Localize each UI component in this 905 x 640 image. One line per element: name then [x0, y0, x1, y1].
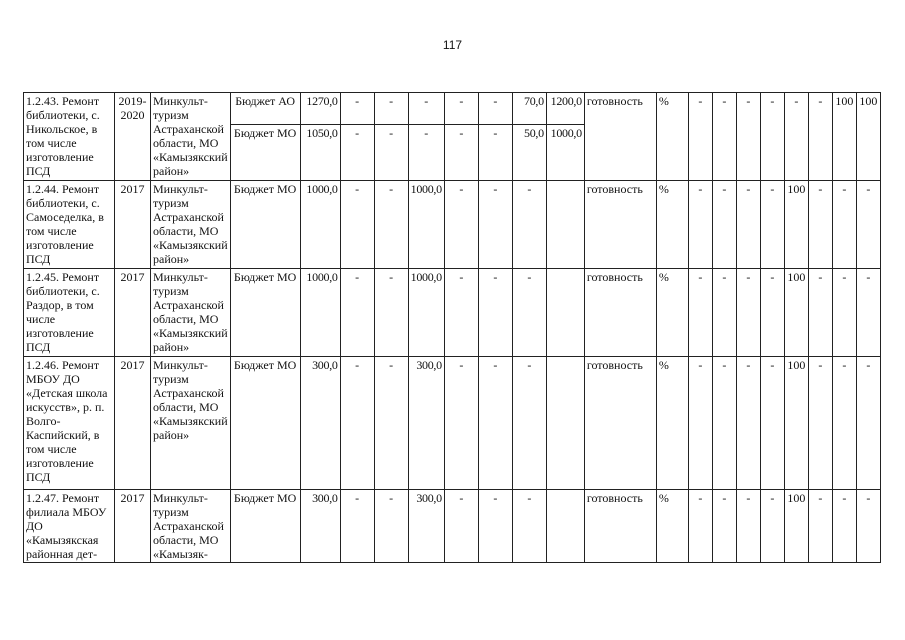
indicator-target: -: [688, 357, 712, 490]
indicator-target: -: [712, 269, 736, 357]
indicator-target: -: [856, 357, 880, 490]
indicator-name: готовность: [584, 93, 656, 181]
funding-year-value: -: [478, 357, 512, 490]
funding-year-value: -: [340, 125, 374, 181]
funding-year-value: -: [444, 125, 478, 181]
indicator-target: -: [760, 357, 784, 490]
funding-year-value: -: [444, 490, 478, 563]
activity-years: 2017: [115, 269, 151, 357]
activity-executor: Минкульт-туризм Астраханской области, МО «Камызякский район»: [151, 269, 231, 357]
indicator-target: -: [784, 93, 808, 181]
indicator-target: -: [856, 490, 880, 563]
funding-year-value: -: [340, 269, 374, 357]
funding-year-value: -: [408, 93, 444, 125]
funding-year-value: 1000,0: [408, 269, 444, 357]
funding-year-value: 1000,0: [546, 125, 584, 181]
funding-year-value: -: [478, 490, 512, 563]
indicator-target: -: [760, 181, 784, 269]
indicator-target: -: [712, 181, 736, 269]
indicator-target: -: [736, 490, 760, 563]
funding-year-value: [546, 357, 584, 490]
funding-year-value: -: [374, 181, 408, 269]
activity-name: 1.2.47. Ремонт филиала МБОУ ДО «Камызякская районная дет-: [24, 490, 115, 563]
funding-total: 1050,0: [300, 125, 340, 181]
activity-years: 2019-2020: [115, 93, 151, 181]
funding-source: Бюджет МО: [230, 490, 300, 563]
funding-year-value: -: [444, 269, 478, 357]
funding-year-value: [546, 269, 584, 357]
funding-year-value: -: [512, 490, 546, 563]
indicator-target: -: [808, 181, 832, 269]
indicator-name: готовность: [584, 181, 656, 269]
indicator-target: -: [712, 490, 736, 563]
funding-year-value: -: [478, 181, 512, 269]
activity-executor: Минкульт-туризм Астраханской области, МО «Камызякский район»: [151, 93, 231, 181]
indicator-unit: %: [656, 357, 688, 490]
indicator-target: -: [832, 490, 856, 563]
indicator-target: -: [688, 93, 712, 181]
funding-year-value: 300,0: [408, 357, 444, 490]
funding-source: Бюджет МО: [230, 125, 300, 181]
indicator-target: -: [736, 181, 760, 269]
indicator-target: -: [760, 490, 784, 563]
funding-year-value: 50,0: [512, 125, 546, 181]
table-row: [24, 490, 881, 563]
indicator-unit: %: [656, 181, 688, 269]
indicator-target: 100: [856, 93, 880, 181]
indicator-target: -: [712, 357, 736, 490]
funding-year-value: -: [478, 269, 512, 357]
table-row: [24, 269, 881, 357]
funding-year-value: -: [444, 357, 478, 490]
funding-total: 1000,0: [300, 181, 340, 269]
activity-years: 2017: [115, 490, 151, 563]
funding-year-value: [546, 181, 584, 269]
funding-source: Бюджет МО: [230, 181, 300, 269]
funding-year-value: -: [374, 490, 408, 563]
indicator-target: -: [712, 93, 736, 181]
funding-source: Бюджет АО: [230, 93, 300, 125]
indicator-target: -: [760, 93, 784, 181]
indicator-unit: %: [656, 490, 688, 563]
indicator-name: готовность: [584, 357, 656, 490]
funding-total: 1270,0: [300, 93, 340, 125]
indicator-target: -: [736, 357, 760, 490]
indicator-target: 100: [784, 269, 808, 357]
funding-year-value: -: [340, 490, 374, 563]
funding-year-value: [546, 490, 584, 563]
program-activities-table: [23, 92, 881, 563]
indicator-target: -: [832, 269, 856, 357]
table-row: [24, 93, 881, 125]
funding-year-value: 300,0: [408, 490, 444, 563]
indicator-target: 100: [832, 93, 856, 181]
funding-total: 300,0: [300, 490, 340, 563]
funding-year-value: -: [444, 181, 478, 269]
indicator-target: -: [736, 269, 760, 357]
indicator-target: -: [856, 269, 880, 357]
activity-name: 1.2.46. Ремонт МБОУ ДО «Детская школа искусств», р. п. Волго-Каспийский, в том числе изготовление ПСД: [24, 357, 115, 490]
indicator-target: 100: [784, 181, 808, 269]
activity-name: 1.2.45. Ремонт библиотеки, с. Раздор, в том числе изготовление ПСД: [24, 269, 115, 357]
indicator-target: 100: [784, 357, 808, 490]
activity-name: 1.2.43. Ремонт библиотеки, с. Никольское, в том числе изготовление ПСД: [24, 93, 115, 181]
activity-years: 2017: [115, 181, 151, 269]
funding-year-value: 1200,0: [546, 93, 584, 125]
funding-year-value: -: [478, 125, 512, 181]
funding-year-value: -: [408, 125, 444, 181]
indicator-name: готовность: [584, 490, 656, 563]
activity-executor: Минкульт-туризм Астраханской области, МО «Камызякский район»: [151, 181, 231, 269]
indicator-target: -: [832, 357, 856, 490]
funding-year-value: -: [512, 357, 546, 490]
indicator-name: готовность: [584, 269, 656, 357]
funding-year-value: -: [374, 93, 408, 125]
indicator-unit: %: [656, 269, 688, 357]
funding-year-value: -: [374, 269, 408, 357]
indicator-target: -: [808, 357, 832, 490]
indicator-target: -: [808, 269, 832, 357]
funding-year-value: -: [374, 125, 408, 181]
funding-year-value: 1000,0: [408, 181, 444, 269]
funding-year-value: -: [512, 181, 546, 269]
indicator-target: -: [808, 490, 832, 563]
funding-total: 1000,0: [300, 269, 340, 357]
funding-year-value: -: [478, 93, 512, 125]
funding-year-value: 70,0: [512, 93, 546, 125]
indicator-target: -: [736, 93, 760, 181]
funding-year-value: -: [340, 181, 374, 269]
indicator-target: 100: [784, 490, 808, 563]
indicator-target: -: [856, 181, 880, 269]
indicator-target: -: [688, 490, 712, 563]
funding-year-value: -: [512, 269, 546, 357]
funding-source: Бюджет МО: [230, 357, 300, 490]
activity-years: 2017: [115, 357, 151, 490]
page-number: 117: [442, 38, 463, 52]
funding-year-value: -: [340, 93, 374, 125]
indicator-target: -: [808, 93, 832, 181]
indicator-target: -: [832, 181, 856, 269]
activity-name: 1.2.44. Ремонт библиотеки, с. Самоседелка, в том числе изготовление ПСД: [24, 181, 115, 269]
indicator-target: -: [688, 269, 712, 357]
indicator-target: -: [688, 181, 712, 269]
table-row: [24, 181, 881, 269]
activity-executor: Минкульт-туризм Астраханской области, МО «Камызяк-: [151, 490, 231, 563]
funding-year-value: -: [374, 357, 408, 490]
table-row: [24, 357, 881, 490]
funding-year-value: -: [444, 93, 478, 125]
indicator-unit: %: [656, 93, 688, 181]
activity-executor: Минкульт-туризм Астраханской области, МО «Камызякский район»: [151, 357, 231, 490]
funding-total: 300,0: [300, 357, 340, 490]
funding-year-value: -: [340, 357, 374, 490]
indicator-target: -: [760, 269, 784, 357]
funding-source: Бюджет МО: [230, 269, 300, 357]
